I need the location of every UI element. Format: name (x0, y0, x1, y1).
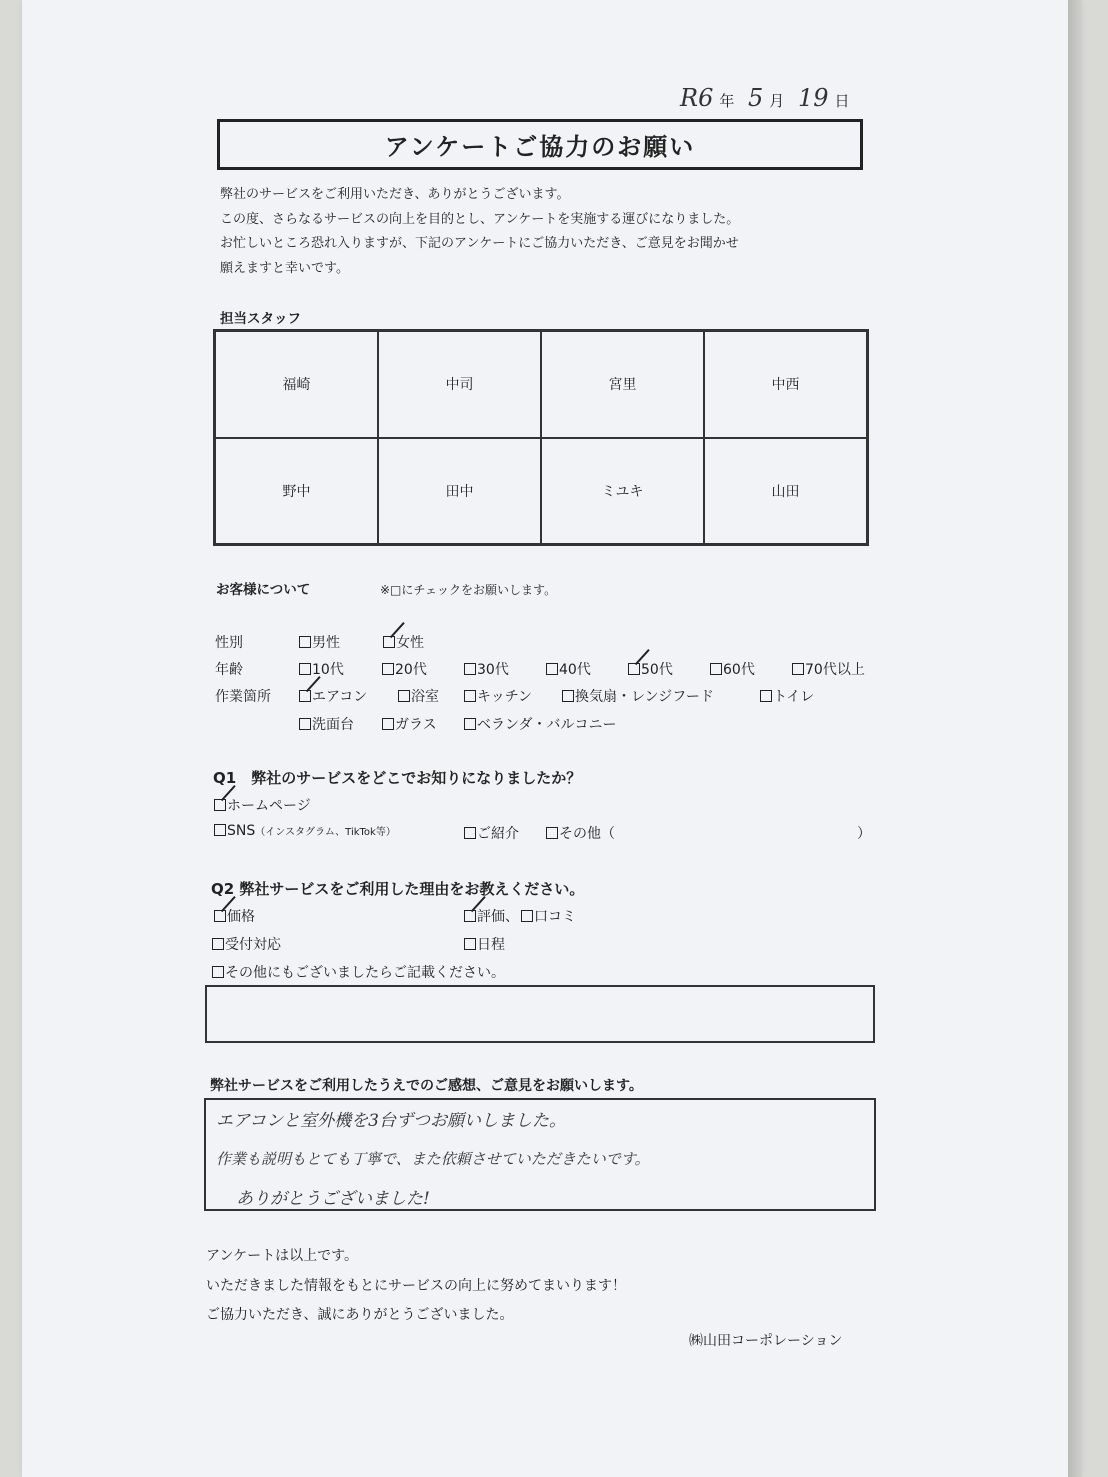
q2-option-review[interactable] (464, 906, 576, 926)
gender-label: 性別 (215, 635, 243, 651)
option-label: 価格 (227, 909, 255, 925)
age-label: 年齢 (215, 662, 243, 678)
gender-option[interactable] (299, 632, 340, 652)
checkbox[interactable] (464, 690, 476, 702)
q2-option-price[interactable] (214, 906, 255, 926)
checkbox-checked[interactable] (628, 663, 640, 675)
checkbox[interactable] (760, 690, 772, 702)
work-option[interactable] (464, 686, 532, 706)
q1-option-homepage[interactable] (214, 795, 311, 815)
age-option[interactable] (792, 659, 865, 679)
q2-option-schedule[interactable] (464, 934, 505, 954)
q1-option-other[interactable] (546, 823, 615, 843)
comment-line: 作業も説明もとても丁寧で、また依頼させていただきたいです。 (216, 1150, 650, 1168)
option-label: 70代以上 (805, 662, 865, 678)
checkbox[interactable] (299, 718, 311, 730)
option-label: 40代 (559, 662, 591, 678)
gender-option[interactable] (383, 632, 424, 652)
work-option[interactable] (398, 686, 439, 706)
checkbox-checked[interactable] (214, 910, 226, 922)
checkbox[interactable] (464, 718, 476, 730)
age-option[interactable] (464, 659, 509, 679)
checkbox-checked[interactable] (464, 910, 476, 922)
intro-line: この度、さらなるサービスの向上を目的とし、アンケートを実施する運びになりました。 (220, 211, 740, 227)
comment-line: エアコンと室外機を3台ずつお願いしました。 (216, 1111, 566, 1131)
staff-cell[interactable]: 宮里 (541, 331, 704, 438)
intro-line: 弊社のサービスをご利用いただき、ありがとうございます。 (220, 187, 570, 202)
checkbox[interactable] (214, 824, 226, 836)
company-name: ㈱山田コーポレーション (689, 1333, 843, 1349)
option-label: 男性 (312, 635, 340, 651)
staff-cell[interactable]: 中司 (378, 331, 541, 438)
q1-option-intro[interactable] (464, 823, 519, 843)
closing-line: いただきました情報をもとにサービスの向上に努めてまいります！ (206, 1277, 626, 1294)
checkbox-checked[interactable] (214, 799, 226, 811)
checkbox[interactable] (382, 663, 394, 675)
staff-cell[interactable]: 野中 (215, 438, 378, 545)
option-label: ガラス (395, 717, 437, 733)
option-label: 10代 (312, 662, 344, 678)
work-label: 作業箇所 (215, 689, 271, 705)
q2-option-reception[interactable] (212, 934, 281, 954)
checkbox[interactable] (546, 663, 558, 675)
option-label: その他（ (559, 826, 615, 842)
year-unit: 年 (719, 92, 735, 110)
option-label: 女性 (396, 635, 424, 651)
option-label: 浴室 (411, 689, 439, 705)
date-field (680, 84, 856, 112)
check-instruction: ※□にチェックをお願いします。 (380, 583, 557, 597)
q2-title: Q2 弊社サービスをご利用した理由をお教えください。 (211, 880, 585, 898)
checkbox[interactable] (546, 827, 558, 839)
option-label: その他にもございましたらご記載ください。 (225, 965, 505, 981)
month-unit: 月 (769, 92, 785, 110)
staff-cell[interactable]: 中西 (704, 331, 867, 438)
age-option[interactable] (382, 659, 427, 679)
customer-heading: お客様について (216, 582, 311, 598)
checkbox[interactable] (710, 663, 722, 675)
comments-heading: 弊社サービスをご利用したうえでのご感想、ご意見をお願いします。 (210, 1078, 643, 1094)
staff-cell[interactable]: 山田 (704, 438, 867, 545)
checkbox[interactable] (792, 663, 804, 675)
checkbox[interactable] (382, 718, 394, 730)
option-label: 30代 (477, 662, 509, 678)
option-label: ご紹介 (477, 826, 519, 842)
checkbox-checked[interactable] (383, 636, 395, 648)
checkbox[interactable] (299, 663, 311, 675)
intro-line: お忙しいところ恐れ入りますが、下記のアンケートにご協力いただき、ご意見をお聞かせ (220, 236, 739, 251)
staff-heading: 担当スタッフ (220, 311, 301, 327)
staff-cell[interactable]: ミユキ (541, 438, 704, 545)
option-label: 20代 (395, 662, 427, 678)
option-label: 50代 (641, 662, 673, 678)
date-era-year: R6 (680, 84, 714, 112)
checkbox[interactable] (212, 938, 224, 950)
sns-detail: （インスタグラム、TikTok等） (255, 827, 396, 838)
day-unit: 日 (834, 92, 850, 110)
option-label: 日程 (477, 937, 505, 953)
staff-cell[interactable]: 田中 (378, 438, 541, 545)
age-option[interactable] (546, 659, 591, 679)
option-label: 口コミ (534, 909, 576, 925)
date-day: 19 (797, 84, 829, 112)
staff-cell[interactable]: 福崎 (215, 331, 378, 438)
option-label: 60代 (723, 662, 755, 678)
work-option[interactable] (382, 714, 437, 734)
date-month: 5 (748, 84, 764, 112)
work-option[interactable] (299, 686, 367, 706)
closing-line: ご協力いただき、誠にありがとうございました。 (206, 1307, 514, 1323)
work-option[interactable] (464, 714, 616, 734)
q2-option-other[interactable] (212, 962, 505, 982)
checkbox-checked[interactable] (299, 690, 311, 702)
option-label: ベランダ・バルコニー (477, 717, 617, 733)
option-label: エアコン (312, 689, 368, 705)
other-reason-field[interactable] (205, 985, 875, 1043)
work-option[interactable] (299, 714, 354, 734)
checkbox[interactable] (521, 910, 533, 922)
checkbox[interactable] (562, 690, 574, 702)
q1-title: Q1 弊社のサービスをどこでお知りになりましたか？ (213, 769, 582, 787)
option-label: キッチン (477, 689, 533, 705)
checkbox[interactable] (299, 636, 311, 648)
work-option[interactable] (562, 686, 714, 706)
q1-option-sns[interactable] (214, 823, 396, 839)
option-label: SNS (227, 823, 256, 839)
intro-text (220, 183, 739, 281)
closing-line: アンケートは以上です。 (206, 1248, 359, 1264)
age-option[interactable] (628, 659, 673, 679)
work-option[interactable] (760, 686, 814, 706)
comment-line: ありがとうございました! (236, 1189, 430, 1209)
option-label: 評価、 (477, 909, 519, 925)
checkbox[interactable] (464, 827, 476, 839)
option-label: 受付対応 (225, 937, 281, 953)
paper-stack-edge (1068, 0, 1082, 1477)
closing-text (206, 1242, 626, 1331)
checkbox[interactable] (464, 938, 476, 950)
checkbox[interactable] (398, 690, 410, 702)
checkbox[interactable] (464, 663, 476, 675)
option-label: トイレ (773, 689, 815, 705)
q1-other-close-paren: ） (857, 826, 871, 842)
checkbox[interactable] (212, 966, 224, 978)
option-label: 換気扇・レンジフード (575, 689, 714, 705)
page-title: アンケートご協力のお願い (217, 119, 863, 170)
option-label: 洗面台 (312, 717, 354, 733)
age-option[interactable] (710, 659, 755, 679)
staff-table (213, 329, 869, 546)
age-option[interactable] (299, 659, 344, 679)
intro-line: 願えますと幸いです。 (220, 260, 349, 276)
option-label: ホームページ (227, 798, 311, 814)
